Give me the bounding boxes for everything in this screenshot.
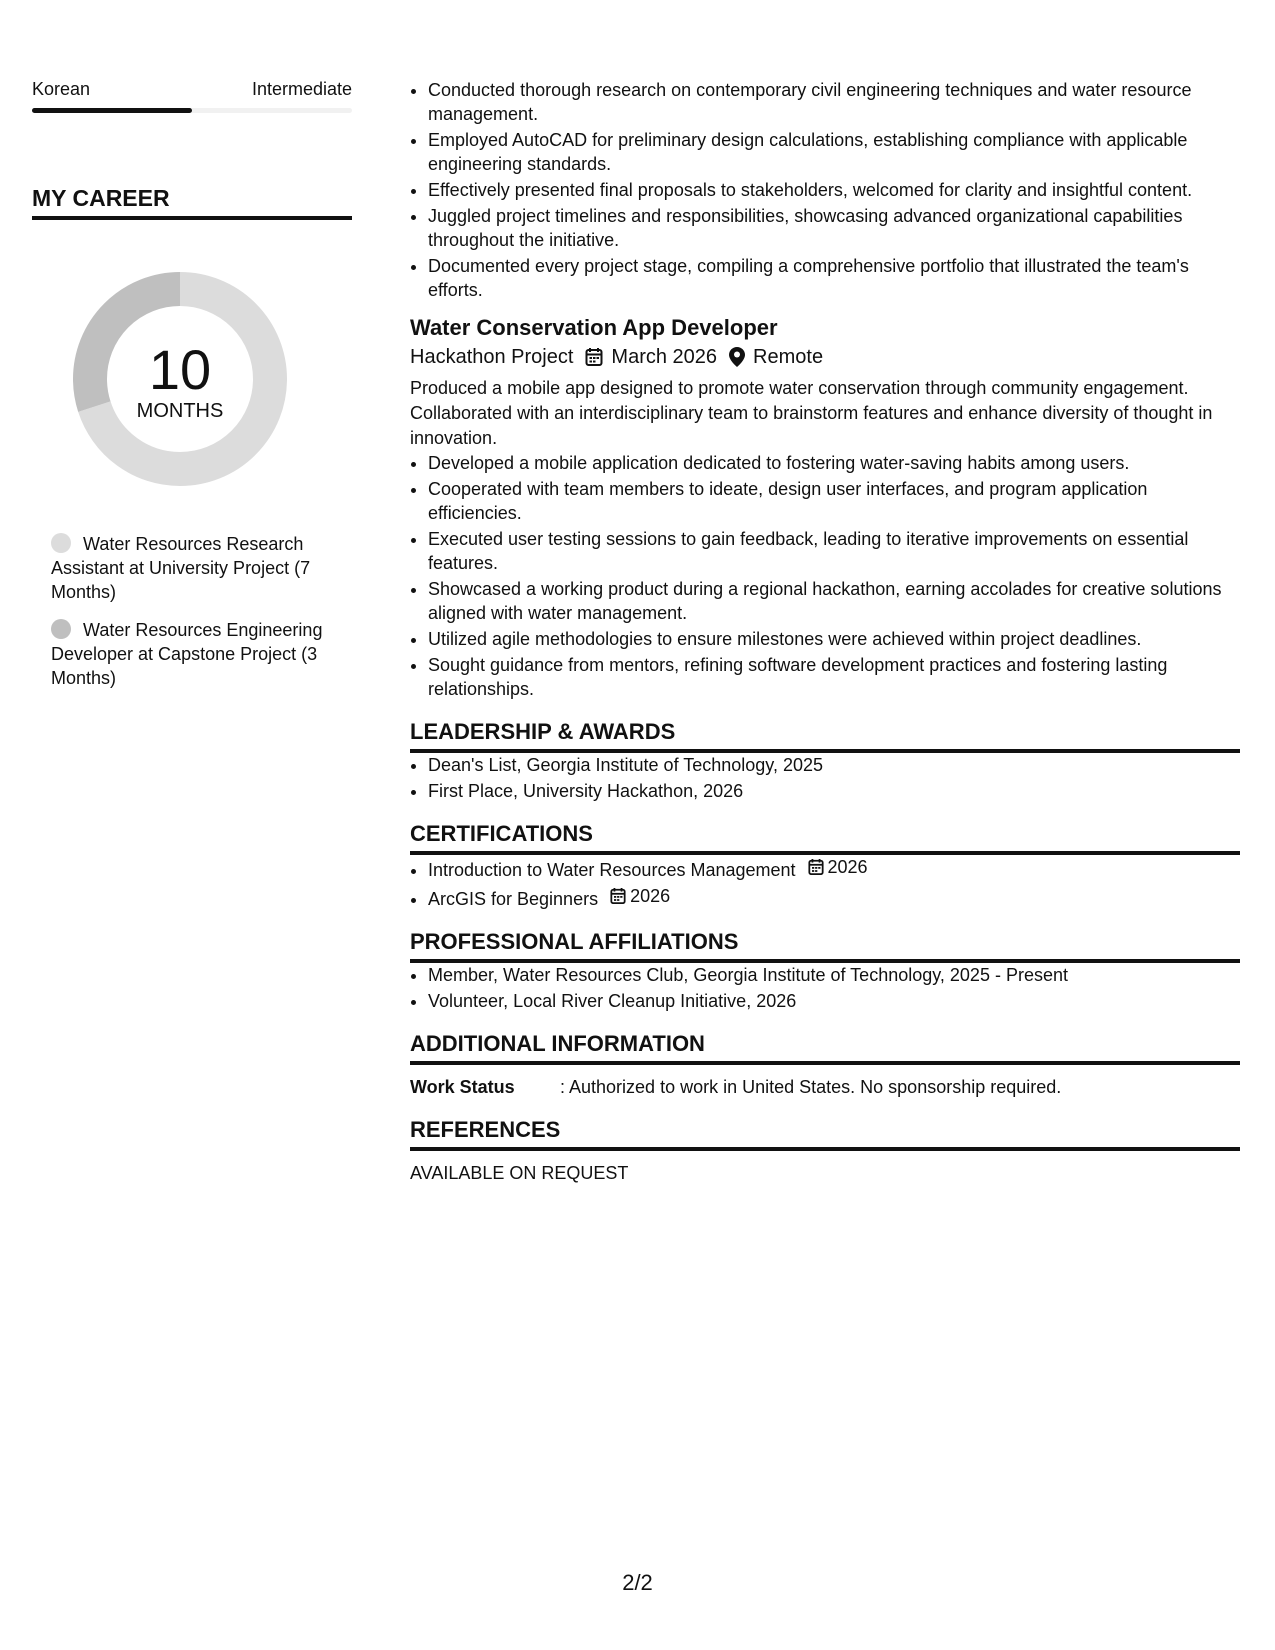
list-item: • Juggled project timelines and responsibilities, showcasing advanced organizational capabilities throughout the initiative. [428,204,1240,252]
language-proficiency-bar [32,108,352,113]
language-level: Intermediate [251,79,352,99]
list-item: • Sought guidance from mentors, refining software development practices and fostering lasting relationships. [428,653,1240,701]
job-description: Produced a mobile app designed to promote water conservation through community engagement. Collaborated with an interdisciplinary team to brainstorm features and enhance diversity of thought in innovation. [410,378,1213,448]
career-donut-chart [65,264,295,494]
work-status-label: Work Status [410,1077,515,1097]
legend-dot-icon [51,619,71,639]
calendar-icon [808,858,824,876]
additional-info-section-title: ADDITIONAL INFORMATION [410,1031,1240,1065]
affiliations-list [410,963,1240,1013]
work-status-row [410,1075,1240,1099]
job-bullets [410,451,1240,701]
list-item: • Volunteer, Local River Cleanup Initiative, 2026 [428,989,1240,1013]
career-total-number: 10 [148,338,212,401]
list-item [428,884,1240,911]
job-location: Remote [753,346,824,368]
references-section-title: REFERENCES [410,1117,1240,1151]
location-pin-icon [729,347,745,367]
certification-name: ArcGIS for Beginners [428,889,599,909]
career-legend [51,532,341,690]
career-total-unit: MONTHS [136,400,224,422]
list-item: • Effectively presented final proposals to stakeholders, welcomed for clarity and insightful content. [428,178,1240,202]
references-text: AVAILABLE ON REQUEST [410,1163,629,1183]
page-number: 2/2 [622,1570,653,1595]
calendar-icon [610,887,626,905]
list-item: • Showcased a working product during a regional hackathon, earning accolades for creative solutions aligned with water management. [428,577,1240,625]
certification-year: 2026 [827,857,868,877]
list-item: • First Place, University Hackathon, 2026 [428,779,1240,803]
affiliations-section-title: PROFESSIONAL AFFILIATIONS [410,929,1240,963]
certifications-list [410,855,1240,911]
job-company: Hackathon Project [410,346,574,368]
legend-dot-icon [51,533,71,553]
previous-job-bullets [410,78,1240,302]
calendar-icon [585,347,603,367]
career-legend-item [51,532,341,604]
career-legend-label: Water Resources Engineering Developer at Capstone Project (3 Months) [51,620,323,688]
list-item: • Member, Water Resources Club, Georgia Institute of Technology, 2025 - Present [428,963,1240,987]
list-item: • Employed AutoCAD for preliminary design calculations, establishing compliance with applicable engineering standards. [428,128,1240,176]
career-legend-label: Water Resources Research Assistant at University Project (7 Months) [51,534,311,602]
leadership-section-title: LEADERSHIP & AWARDS [410,719,1240,753]
list-item: • Conducted thorough research on contemporary civil engineering techniques and water resource management. [428,78,1240,126]
sidebar [32,78,352,704]
list-item [428,855,1240,882]
job-date: March 2026 [611,346,718,368]
list-item: • Dean's List, Georgia Institute of Technology, 2025 [428,753,1240,777]
list-item: • Executed user testing sessions to gain feedback, leading to iterative improvements on essential features. [428,527,1240,575]
career-legend-item [51,618,341,690]
certifications-section-title: CERTIFICATIONS [410,821,1240,855]
list-item: • Utilized agile methodologies to ensure milestones were achieved within project deadlines. [428,627,1240,651]
job-meta [410,342,1240,372]
list-item: • Cooperated with team members to ideate, design user interfaces, and program application efficiencies. [428,477,1240,525]
certification-name: Introduction to Water Resources Management [428,860,796,880]
language-name: Korean [32,79,91,99]
leadership-list [410,753,1240,803]
language-proficiency-fill [32,108,192,113]
list-item: • Documented every project stage, compiling a comprehensive portfolio that illustrated the team's efforts. [428,254,1240,302]
donut-center [65,264,295,494]
list-item: • Developed a mobile application dedicated to fostering water-saving habits among users. [428,451,1240,475]
work-status-value: : Authorized to work in United States. No sponsorship required. [560,1077,1062,1097]
job-title: Water Conservation App Developer [410,315,778,340]
certification-date [808,855,868,879]
certification-year: 2026 [630,886,671,906]
certification-date [610,884,670,908]
career-section-title: MY CAREER [32,185,352,220]
main-content [410,78,1240,1185]
language-row [32,78,352,100]
